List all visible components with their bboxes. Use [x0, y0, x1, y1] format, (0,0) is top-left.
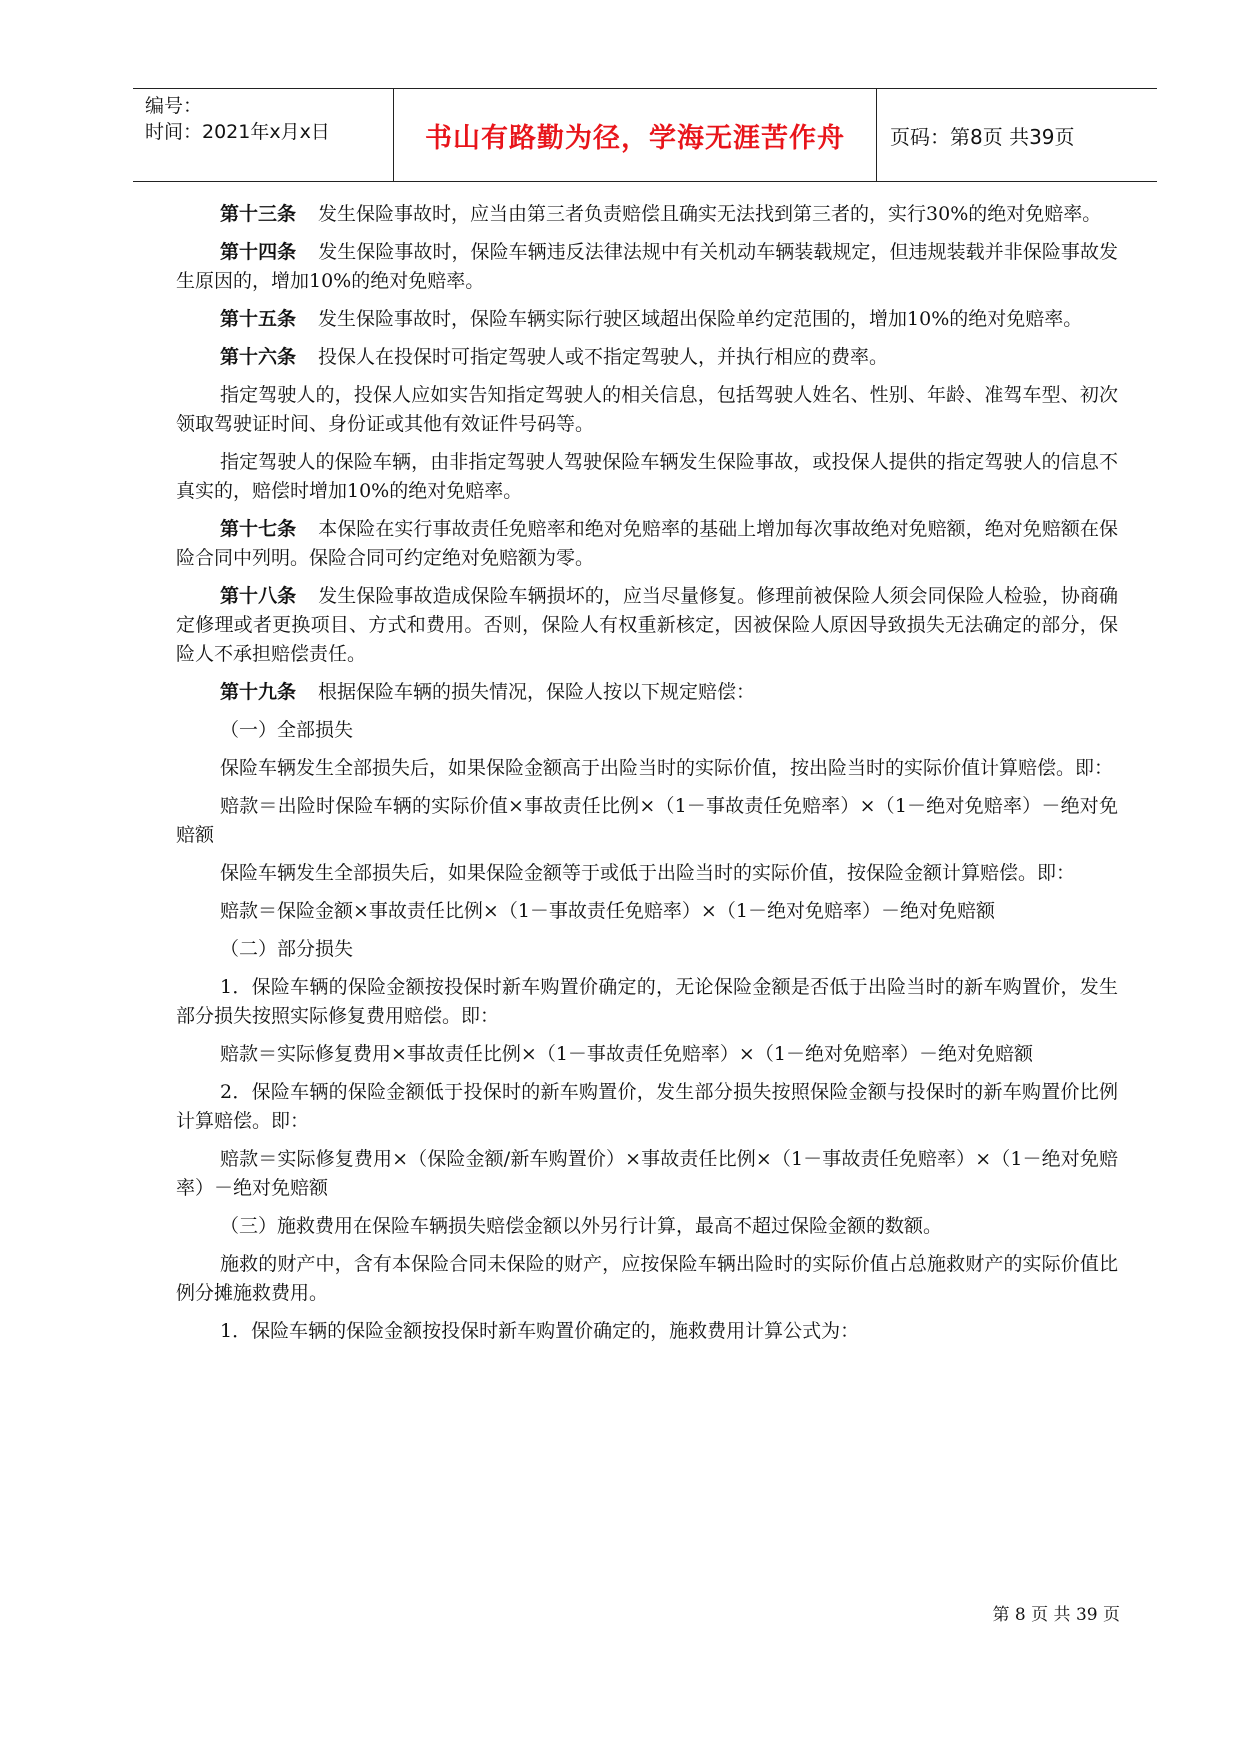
paragraph-text: 2．保险车辆的保险金额低于投保时的新车购置价，发生部分损失按照保险金额与投保时的新车购置价比例计算赔偿。即： [176, 1081, 1118, 1132]
header-divider [876, 89, 877, 181]
paragraph [176, 200, 1118, 229]
paragraph-text: 1．保险车辆的保险金额按投保时新车购置价确定的，施救费用计算公式为： [220, 1320, 860, 1342]
header-page-indicator: 页码：第8页 共39页 [890, 125, 1075, 149]
article-number: 第十四条 [220, 241, 297, 263]
paragraph-text: （二）部分损失 [220, 938, 354, 960]
paragraph [176, 448, 1118, 506]
article-number: 第十六条 [220, 346, 297, 368]
paragraph-text: 发生保险事故时，应当由第三者负责赔偿且确实无法找到第三者的，实行30%的绝对免赔率。 [318, 203, 1102, 225]
article-number: 第十五条 [220, 308, 297, 330]
paragraph-text: 施救的财产中，含有本保险合同未保险的财产，应按保险车辆出险时的实际价值占总施救财产的实际价值比例分摊施救费用。 [176, 1253, 1118, 1304]
formula [176, 792, 1118, 850]
section-heading [176, 935, 1118, 964]
paragraph-text: 根据保险车辆的损失情况，保险人按以下规定赔偿： [318, 681, 756, 703]
paragraph [176, 678, 1118, 707]
paragraph [176, 1250, 1118, 1308]
paragraph-text: （三）施救费用在保险车辆损失赔偿金额以外另行计算，最高不超过保险金额的数额。 [220, 1215, 943, 1237]
paragraph [176, 381, 1118, 439]
paragraph [176, 1317, 1118, 1346]
paragraph [176, 1078, 1118, 1136]
paragraph-text: 赔款＝出险时保险车辆的实际价值×事故责任比例×（1－事故责任免赔率）×（1－绝对免赔率）－绝对免赔额 [176, 795, 1118, 846]
page-footer: 第 8 页 共 39 页 [992, 1605, 1120, 1625]
paragraph-text: 赔款＝实际修复费用×（保险金额/新车购置价）×事故责任比例×（1－事故责任免赔率）×（1－绝对免赔率）－绝对免赔额 [176, 1148, 1118, 1199]
article-number: 第十八条 [220, 585, 297, 607]
paragraph-text: 指定驾驶人的，投保人应如实告知指定驾驶人的相关信息，包括驾驶人姓名、性别、年龄、准驾车型、初次领取驾驶证时间、身份证或其他有效证件号码等。 [176, 384, 1118, 435]
paragraph-text: （一）全部损失 [220, 719, 354, 741]
paragraph-text: 保险车辆发生全部损失后，如果保险金额等于或低于出险当时的实际价值，按保险金额计算赔偿。即： [220, 862, 1076, 884]
formula [176, 1040, 1118, 1069]
article-number: 第十七条 [220, 518, 297, 540]
formula [176, 897, 1118, 926]
paragraph [176, 973, 1118, 1031]
paragraph [176, 754, 1118, 783]
header-divider [393, 89, 394, 181]
paragraph [176, 859, 1118, 888]
paragraph [176, 305, 1118, 334]
article-number: 第十九条 [220, 681, 297, 703]
paragraph [176, 343, 1118, 372]
paragraph-text: 赔款＝保险金额×事故责任比例×（1－事故责任免赔率）×（1－绝对免赔率）－绝对免赔额 [220, 900, 995, 922]
document-number-label: 编号： [145, 95, 203, 117]
paragraph-text: 发生保险事故时，保险车辆实际行驶区域超出保险单约定范围的，增加10%的绝对免赔率。 [318, 308, 1083, 330]
paragraph [176, 238, 1118, 296]
paragraph-text: 投保人在投保时可指定驾驶人或不指定驾驶人，并执行相应的费率。 [318, 346, 889, 368]
formula [176, 1145, 1118, 1203]
paragraph-text: 指定驾驶人的保险车辆，由非指定驾驶人驾驶保险车辆发生保险事故，或投保人提供的指定驾驶人的信息不真实的，赔偿时增加10%的绝对免赔率。 [176, 451, 1118, 502]
section-heading [176, 1212, 1118, 1241]
paragraph-text: 发生保险事故造成保险车辆损坏的，应当尽量修复。修理前被保险人须会同保险人检验，协商确定修理或者更换项目、方式和费用。否则，保险人有权重新核定，因被保险人原因导致损失无法确定的部分，保险人不承担赔偿责任。 [176, 585, 1118, 665]
paragraph-text: 保险车辆发生全部损失后，如果保险金额高于出险当时的实际价值，按出险当时的实际价值计算赔偿。即： [220, 757, 1114, 779]
paragraph [176, 515, 1118, 573]
section-heading [176, 716, 1118, 745]
paragraph [176, 582, 1118, 669]
article-number: 第十三条 [220, 203, 297, 225]
header-meta [145, 93, 390, 145]
document-time-label: 时间：2021年x月x日 [145, 121, 330, 143]
header-motto: 书山有路勤为径，学海无涯苦作舟 [425, 123, 845, 154]
paragraph-text: 赔款＝实际修复费用×事故责任比例×（1－事故责任免赔率）×（1－绝对免赔率）－绝对免赔额 [220, 1043, 1033, 1065]
document-body [176, 200, 1118, 1355]
paragraph-text: 本保险在实行事故责任免赔率和绝对免赔率的基础上增加每次事故绝对免赔额，绝对免赔额在保险合同中列明。保险合同可约定绝对免赔额为零。 [176, 518, 1118, 569]
paragraph-text: 1．保险车辆的保险金额按投保时新车购置价确定的，无论保险金额是否低于出险当时的新车购置价，发生部分损失按照实际修复费用赔偿。即： [176, 976, 1118, 1027]
paragraph-text: 发生保险事故时，保险车辆违反法律法规中有关机动车辆装载规定，但违规装载并非保险事故发生原因的，增加10%的绝对免赔率。 [176, 241, 1118, 292]
page-header [133, 88, 1157, 182]
